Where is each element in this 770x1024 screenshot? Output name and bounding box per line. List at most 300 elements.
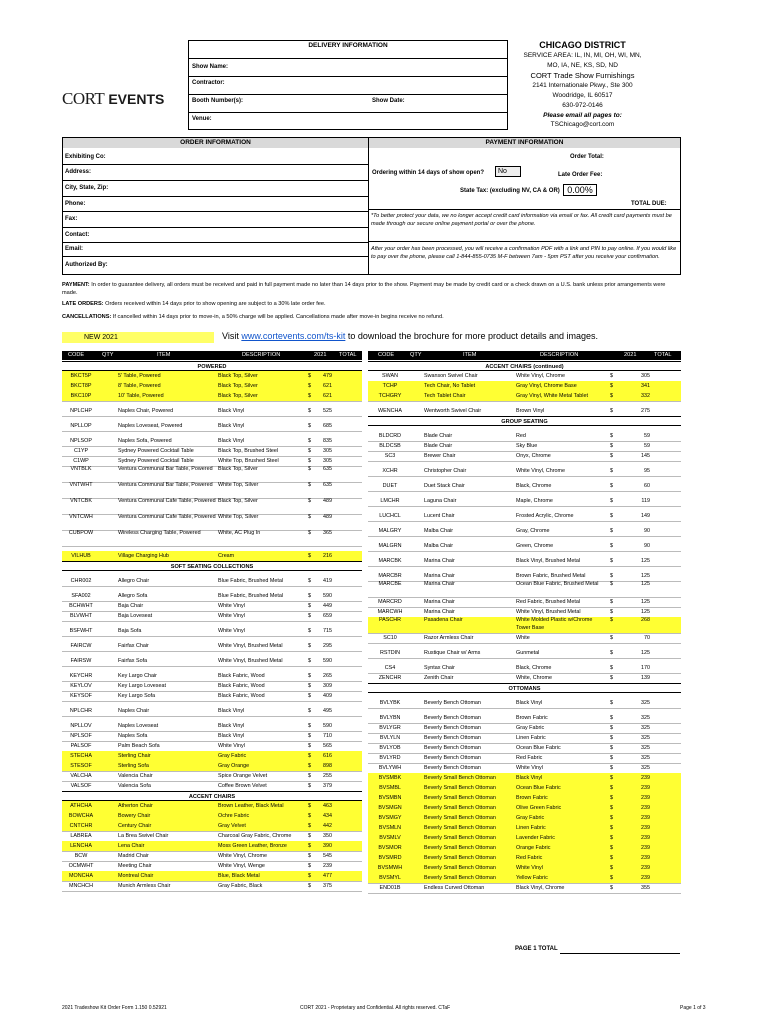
qty-input[interactable] [100, 641, 118, 651]
qty-input[interactable] [412, 853, 424, 863]
row-code: BVSMGN [378, 805, 402, 811]
row-price: 125 [641, 599, 650, 605]
qty-input[interactable] [412, 698, 424, 708]
row-code: FAIRCW [70, 643, 92, 649]
qty-input[interactable] [412, 406, 424, 416]
qty-input[interactable] [100, 421, 118, 431]
row-price: 239 [641, 785, 650, 791]
row-price: 635 [323, 466, 332, 472]
qty-input[interactable] [100, 482, 118, 498]
dollar-sign: $ [610, 765, 613, 771]
qty-input[interactable] [412, 743, 424, 753]
qty-input[interactable] [412, 441, 424, 451]
col-year: 2021 [624, 352, 637, 358]
row-price: 355 [641, 885, 650, 891]
dollar-sign: $ [610, 373, 613, 379]
row-code: SC3 [384, 453, 396, 459]
qty-input[interactable] [100, 591, 118, 601]
qty-input[interactable] [100, 841, 118, 851]
dollar-sign: $ [308, 673, 311, 679]
row-description: Gray Fabric [516, 725, 545, 731]
qty-input[interactable] [100, 881, 118, 891]
row-description: Orange Fabric [516, 845, 551, 851]
qty-input[interactable] [100, 446, 118, 456]
qty-input[interactable] [100, 656, 118, 666]
row-item: La Brea Swivel Chair [118, 833, 169, 839]
dollar-sign: $ [308, 883, 311, 889]
row-code: SFA002 [71, 593, 91, 599]
row-price: 239 [641, 795, 650, 801]
row-price: 375 [323, 883, 332, 889]
row-code: BVSMRD [378, 855, 402, 861]
row-description: Gray Fabric, Black [218, 883, 263, 889]
row-item: Madrid Chair [118, 853, 149, 859]
row-code: RSTDIN [379, 650, 401, 656]
right-table-header [368, 351, 681, 360]
row-item: Beverly Small Bench Ottoman [424, 875, 496, 881]
row-price: 590 [323, 658, 332, 664]
row-description: White Vinyl [218, 743, 245, 749]
row-price: 239 [641, 845, 650, 851]
qty-input[interactable] [100, 821, 118, 831]
dollar-sign: $ [610, 543, 613, 549]
qty-input[interactable] [412, 607, 424, 617]
row-description: White Top, Silver [218, 482, 259, 488]
row-code: BCHWHT [69, 603, 93, 609]
payment-info-title: PAYMENT INFORMATION [369, 138, 680, 148]
qty-input[interactable] [100, 851, 118, 861]
brochure-link[interactable]: www.cortevents.com/ts-kit [241, 331, 346, 341]
row-price: 145 [641, 453, 650, 459]
dollar-sign: $ [308, 448, 311, 454]
row-description: Red Fabric [516, 855, 543, 861]
qty-input[interactable] [412, 793, 424, 803]
dollar-sign: $ [308, 514, 311, 520]
qty-input[interactable] [412, 617, 424, 633]
row-item: Key Largo Chair [118, 673, 157, 679]
row-price: 239 [323, 863, 332, 869]
row-item: Wentworth Swivel Chair [424, 408, 482, 414]
new-2021-badge: NEW 2021 [62, 332, 214, 343]
row-description: Brown Fabric [516, 795, 548, 801]
qty-input[interactable] [100, 371, 118, 381]
qty-input[interactable] [100, 861, 118, 871]
row-item: Valencia Sofa [118, 783, 151, 789]
qty-input[interactable] [100, 811, 118, 821]
row-price: 295 [323, 643, 332, 649]
row-code: NPLSOP [70, 438, 92, 444]
qty-input[interactable] [412, 883, 424, 893]
cancel-terms-label: CANCELLATIONS: [62, 314, 112, 320]
dollar-sign: $ [610, 845, 613, 851]
row-item: Key Largo Loveseat [118, 683, 166, 689]
row-price: 305 [323, 448, 332, 454]
row-code: KEYLOV [70, 683, 92, 689]
row-description: Black Fabric, Wood [218, 673, 265, 679]
qty-input[interactable] [100, 706, 118, 716]
dollar-sign: $ [308, 783, 311, 789]
col-item: ITEM [463, 352, 477, 358]
row-item: Tech Chair, No Tablet [424, 383, 476, 389]
qty-input[interactable] [100, 551, 118, 561]
row-item: Brewer Chair [424, 453, 456, 459]
row-item: Lena Chair [118, 843, 145, 849]
contractor-label: Contractor: [192, 80, 225, 86]
total-due-label: TOTAL DUE: [631, 201, 667, 207]
confirmation-note: After your order has been processed, you will receive a confirmation PDF with a link and PIN to pay online. If you would like to pay over the phone, please call 1-844-855-0735 M-F between 7am - 5pm PST after you receive your confirmation. [371, 246, 677, 260]
qty-input[interactable] [100, 771, 118, 781]
row-description: White Vinyl, Brushed Metal [516, 609, 581, 615]
row-code: MARCBR [378, 573, 402, 579]
row-description: White [516, 635, 530, 641]
dollar-sign: $ [308, 873, 311, 879]
row-item: Malba Chair [424, 543, 454, 549]
row-price: 715 [323, 628, 332, 634]
qty-input[interactable] [412, 571, 424, 581]
row-description: Brown Fabric, Brushed Metal [516, 573, 586, 579]
qty-input[interactable] [412, 803, 424, 813]
qty-input[interactable] [100, 466, 118, 482]
row-price: 489 [323, 498, 332, 504]
qty-input[interactable] [412, 496, 424, 506]
qty-input[interactable] [412, 723, 424, 733]
col-qty: QTY [410, 352, 422, 358]
qty-input[interactable] [412, 673, 424, 683]
row-description: White Vinyl, Brushed Metal [218, 658, 283, 664]
row-price: 325 [641, 715, 650, 721]
row-description: Cream [218, 553, 235, 559]
row-description: Maple, Chrome [516, 498, 553, 504]
row-item: Syntax Chair [424, 665, 455, 671]
row-code: VILHUB [71, 553, 91, 559]
qty-input[interactable] [100, 731, 118, 741]
qty-input[interactable] [412, 763, 424, 773]
qty-input[interactable] [100, 381, 118, 391]
row-code: VALCHA [70, 773, 92, 779]
row-code: CHR002 [70, 578, 92, 584]
qty-input[interactable] [100, 751, 118, 761]
qty-input[interactable] [100, 761, 118, 771]
qty-input[interactable] [100, 498, 118, 514]
row-code: ATHCHA [70, 803, 92, 809]
row-price: 463 [323, 803, 332, 809]
row-description: Black, Chrome [516, 665, 552, 671]
qty-input[interactable] [412, 371, 424, 381]
row-price: 119 [641, 498, 650, 504]
row-code: BLVWHT [69, 613, 93, 619]
row-description: Black Top, Silver [218, 498, 258, 504]
qty-input[interactable] [412, 713, 424, 723]
row-code: BVLYWH [378, 765, 402, 771]
qty-input[interactable] [100, 681, 118, 691]
row-item: Blade Chair [424, 443, 453, 449]
qty-input[interactable] [100, 721, 118, 731]
order-total-label: Order Total: [570, 154, 604, 160]
venue-label: Venue: [192, 116, 212, 122]
row-description: Gray Vinyl, White Metal Tablet [516, 393, 589, 399]
qty-input[interactable] [412, 733, 424, 743]
dollar-sign: $ [308, 813, 311, 819]
qty-input[interactable] [412, 581, 424, 597]
row-item: Naples Sofa [118, 733, 148, 739]
row-code: CUBPOW [68, 530, 94, 536]
section-header: ACCENT CHAIRS (continued) [368, 361, 681, 371]
qty-input[interactable] [412, 481, 424, 491]
row-description: Black, Chrome [516, 483, 552, 489]
qty-input[interactable] [100, 871, 118, 881]
row-item: Laguna Chair [424, 498, 457, 504]
row-price: 149 [641, 513, 650, 519]
row-description: White Vinyl [218, 613, 245, 619]
qty-input[interactable] [412, 648, 424, 658]
row-item: Atherton Chair [118, 803, 153, 809]
visit-post: to download the brochure for more product details and images. [345, 331, 599, 341]
within14-select[interactable]: No [495, 166, 521, 177]
qty-input[interactable] [412, 381, 424, 391]
row-price: 125 [641, 558, 650, 564]
row-description: White Vinyl, Chrome [516, 373, 566, 379]
row-description: White Molded Plastic w/Chrome Tower Base [516, 617, 593, 631]
qty-input[interactable] [100, 626, 118, 636]
row-item: Swanson Swivel Chair [424, 373, 478, 379]
row-description: White Vinyl [516, 765, 543, 771]
row-code: C1WP [73, 458, 89, 464]
row-code: FAIRSW [70, 658, 92, 664]
qty-input[interactable] [412, 823, 424, 833]
dollar-sign: $ [308, 693, 311, 699]
qty-input[interactable] [412, 391, 424, 401]
delivery-info-title: DELIVERY INFORMATION [189, 41, 507, 51]
row-description: Black Top, Silver [218, 373, 258, 379]
qty-input[interactable] [412, 511, 424, 521]
qty-input[interactable] [100, 601, 118, 611]
qty-input[interactable] [100, 691, 118, 701]
page-total-label: PAGE 1 TOTAL [515, 946, 558, 952]
row-code: SWAN [382, 373, 398, 379]
dollar-sign: $ [308, 853, 311, 859]
row-code: BVLYBK [379, 700, 401, 706]
qty-input[interactable] [412, 526, 424, 536]
booth-label: Booth Number(s): [192, 98, 243, 104]
row-item: 10' Table, Powered [118, 393, 164, 399]
exhibiting-label: Exhibiting Co: [65, 154, 106, 160]
row-description: Ocean Blue Fabric [516, 785, 561, 791]
row-price: 835 [323, 438, 332, 444]
qty-input[interactable] [100, 514, 118, 530]
qty-input[interactable] [412, 663, 424, 673]
row-price: 659 [323, 613, 332, 619]
dollar-sign: $ [610, 453, 613, 459]
qty-input[interactable] [100, 456, 118, 466]
row-code: MARCBK [378, 558, 402, 564]
dollar-sign: $ [610, 875, 613, 881]
qty-input[interactable] [100, 671, 118, 681]
row-code: PASCHR [378, 617, 402, 623]
qty-input[interactable] [100, 576, 118, 586]
dollar-sign: $ [610, 383, 613, 389]
dollar-sign: $ [610, 635, 613, 641]
payment-terms-label: PAYMENT: [62, 282, 90, 288]
late-terms-text: Orders received within 14 days prior to show opening are subject to a 30% late order fee. [105, 301, 326, 307]
qty-input[interactable] [412, 753, 424, 763]
row-item: Naples Loveseat, Powered [118, 423, 183, 429]
dollar-sign: $ [610, 433, 613, 439]
row-item: Naples Sofa, Powered [118, 438, 172, 444]
dollar-sign: $ [610, 785, 613, 791]
qty-input[interactable] [412, 556, 424, 566]
dollar-sign: $ [610, 393, 613, 399]
row-item: Fairfax Chair [118, 643, 149, 649]
qty-input[interactable] [412, 466, 424, 476]
row-price: 477 [323, 873, 332, 879]
row-description: Gray, Chrome [516, 528, 550, 534]
row-item: Ventura Communal Cafe Table, Powered [118, 514, 216, 520]
dollar-sign: $ [610, 599, 613, 605]
row-code: VNTCBK [70, 498, 92, 504]
row-item: Munich Armless Chair [118, 883, 171, 889]
dollar-sign: $ [308, 373, 311, 379]
row-description: Red Fabric, Brushed Metal [516, 599, 581, 605]
dollar-sign: $ [308, 553, 311, 559]
qty-input[interactable] [412, 833, 424, 843]
row-description: Black Fabric, Wood [218, 693, 265, 699]
row-price: 621 [323, 383, 332, 389]
row-price: 90 [644, 543, 650, 549]
row-item: Beverly Bench Ottoman [424, 755, 481, 761]
dollar-sign: $ [308, 603, 311, 609]
row-code: BVLYBN [379, 715, 401, 721]
qty-input[interactable] [412, 541, 424, 551]
qty-input[interactable] [412, 451, 424, 461]
qty-input[interactable] [100, 391, 118, 401]
page-total-field[interactable] [560, 944, 680, 954]
row-item: Beverly Small Bench Ottoman [424, 805, 496, 811]
row-price: 125 [641, 609, 650, 615]
cancel-terms-text: If cancelled within 14 days prior to move-in, a 50% charge will be applied. Cancellations made after move-in begins receive no refund. [112, 314, 444, 320]
row-description: Gunmetal [516, 650, 540, 656]
qty-input[interactable] [412, 873, 424, 883]
row-code: BLDCRD [378, 433, 402, 439]
row-price: 139 [641, 675, 650, 681]
dollar-sign: $ [308, 466, 311, 472]
row-description: Gray Vinyl, Chrome Base [516, 383, 577, 389]
row-description: Black Top, Brushed Steel [218, 448, 279, 454]
row-item: Wireless Charging Table, Powered [118, 530, 201, 536]
row-price: 265 [323, 673, 332, 679]
qty-input[interactable] [412, 633, 424, 643]
qty-input[interactable] [100, 741, 118, 751]
row-code: CS4 [384, 665, 396, 671]
dollar-sign: $ [610, 581, 613, 587]
qty-input[interactable] [100, 611, 118, 621]
dollar-sign: $ [308, 578, 311, 584]
row-price: 710 [323, 733, 332, 739]
qty-input[interactable] [412, 843, 424, 853]
dollar-sign: $ [308, 863, 311, 869]
logo-cort: CORT [62, 89, 105, 108]
late-fee-label: Late Order Fee: [558, 172, 603, 178]
qty-input[interactable] [412, 813, 424, 823]
row-code: NPLSOF [70, 733, 92, 739]
dollar-sign: $ [308, 383, 311, 389]
row-price: 545 [323, 853, 332, 859]
qty-input[interactable] [100, 781, 118, 791]
row-description: Black Top, Silver [218, 393, 258, 399]
row-code: BCW [74, 853, 88, 859]
col-total: TOTAL [339, 352, 357, 358]
row-code: STESOF [70, 763, 92, 769]
dollar-sign: $ [610, 865, 613, 871]
row-item: Bowery Chair [118, 813, 151, 819]
dollar-sign: $ [610, 573, 613, 579]
qty-input[interactable] [100, 801, 118, 811]
row-code: CNTCHR [69, 823, 93, 829]
row-item: Beverly Bench Ottoman [424, 700, 481, 706]
state-tax-input[interactable]: 0.00% [563, 184, 597, 196]
district-line: 2141 Internationale Pkwy., Ste 300 [532, 82, 633, 89]
row-price: 590 [323, 723, 332, 729]
dollar-sign: $ [308, 423, 311, 429]
row-code: PALSOF [70, 743, 92, 749]
qty-input[interactable] [100, 530, 118, 546]
row-price: 90 [644, 528, 650, 534]
dollar-sign: $ [610, 855, 613, 861]
row-description: White Vinyl [218, 628, 245, 634]
district-email[interactable]: TSChicago@cort.com [550, 121, 615, 128]
row-price: 390 [323, 843, 332, 849]
dollar-sign: $ [308, 643, 311, 649]
col-code: CODE [378, 352, 395, 358]
district-title: CHICAGO DISTRICT [539, 40, 626, 50]
row-item: Zenith Chair [424, 675, 454, 681]
row-description: Red [516, 433, 526, 439]
row-code: BVSMOR [378, 845, 402, 851]
row-code: BKCT5P [70, 373, 92, 379]
payment-terms-text: In order to guarantee delivery, all orders must be received and paid in full payment made no later than 14 days prior to the show. Payment may be made by credit card or a check drawn on a U.S. bank unless prior arrangements were made. [62, 282, 666, 296]
row-item: Valencia Chair [118, 773, 153, 779]
row-code: C1YP [73, 448, 89, 454]
row-description: Ocean Blue Fabric [516, 745, 561, 751]
row-description: Brown Fabric [516, 715, 548, 721]
qty-input[interactable] [412, 597, 424, 607]
row-price: 525 [323, 408, 332, 414]
row-item: Duet Stack Chair [424, 483, 465, 489]
row-code: SC10 [383, 635, 397, 641]
qty-input[interactable] [100, 831, 118, 841]
qty-input[interactable] [100, 406, 118, 416]
dollar-sign: $ [308, 743, 311, 749]
row-item: Beverly Small Bench Ottoman [424, 815, 496, 821]
row-description: White Vinyl, Wenge [218, 863, 265, 869]
dollar-sign: $ [610, 675, 613, 681]
qty-input[interactable] [412, 863, 424, 873]
dollar-sign: $ [308, 482, 311, 488]
district-line: SERVICE AREA: IL, IN, MI, OH, WI, MN, [523, 52, 642, 59]
qty-input[interactable] [100, 436, 118, 446]
dollar-sign: $ [308, 458, 311, 464]
dollar-sign: $ [308, 498, 311, 504]
qty-input[interactable] [412, 773, 424, 783]
section-header: POWERED [62, 361, 362, 371]
delivery-info-box [188, 40, 508, 130]
row-item: Ventura Communal Cafe Table, Powered [118, 498, 216, 504]
row-code: BKC10P [70, 393, 92, 399]
row-price: 479 [323, 373, 332, 379]
qty-input[interactable] [412, 783, 424, 793]
dollar-sign: $ [610, 665, 613, 671]
qty-input[interactable] [412, 431, 424, 441]
row-price: 70 [644, 635, 650, 641]
